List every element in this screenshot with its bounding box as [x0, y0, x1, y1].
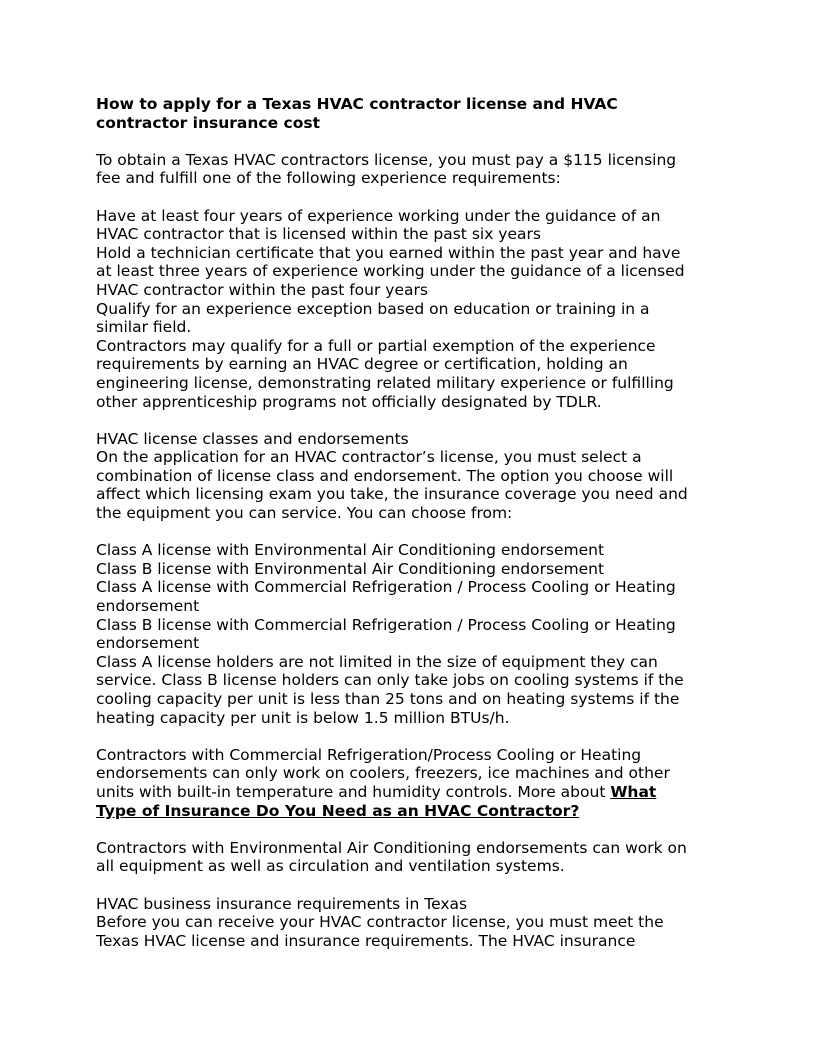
text-line: combination of license class and endorsement. The option you choose will	[96, 466, 674, 485]
text-line	[96, 783, 720, 802]
text-line: other apprenticeship programs not officially designated by TDLR.	[96, 392, 602, 411]
text-line: endorsement	[96, 597, 200, 616]
text-span: units with built-in temperature and humidity controls. More about	[96, 782, 611, 801]
paragraph-spacer	[96, 188, 720, 207]
text-line: the equipment you can service. You can choose from:	[96, 504, 513, 523]
text-line: Class A license with Commercial Refrigeration / Process Cooling or Heating	[96, 578, 676, 597]
text-line: affect which licensing exam you take, the insurance coverage you need and	[96, 485, 688, 504]
text-line	[96, 802, 720, 821]
text-line: fee and fulfill one of the following experience requirements:	[96, 169, 561, 188]
text-line: cooling capacity per unit is less than 25 tons and on heating systems if the	[96, 690, 680, 708]
document-page	[96, 95, 720, 950]
paragraph-spacer	[96, 820, 720, 839]
text-line: To obtain a Texas HVAC contractors license, you must pay a $115 licensing	[96, 150, 677, 169]
title-line: contractor insurance cost	[96, 113, 320, 132]
section-heading: HVAC license classes and endorsements	[96, 429, 409, 448]
text-line: all equipment as well as circulation and ventilation systems.	[96, 857, 565, 876]
paragraph-spacer	[96, 411, 720, 430]
text-line: Before you can receive your HVAC contractor license, you must meet the	[96, 913, 664, 932]
text-line: On the application for an HVAC contractor’s license, you must select a	[96, 448, 642, 467]
requirements-paragraph	[96, 207, 720, 412]
text-line: Contractors may qualify for a full or partial exemption of the experience	[96, 336, 656, 355]
text-line: Contractors with Environmental Air Conditioning endorsements can work on	[96, 838, 687, 857]
section-heading: HVAC business insurance requirements in Texas	[96, 894, 468, 913]
text-line: Class A license holders are not limited in the size of equipment they can	[96, 652, 658, 671]
text-line: heating capacity per unit is below 1.5 million BTUs/h.	[96, 708, 510, 727]
text-line: Qualify for an experience exception based on education or training in a	[96, 299, 650, 318]
text-line: service. Class B license holders can only take jobs on cooling systems if the	[96, 671, 684, 690]
text-line: at least three years of experience working under the guidance of a licensed	[96, 262, 685, 281]
text-line: endorsements can only work on coolers, freezers, ice machines and other	[96, 764, 670, 783]
intro-paragraph	[96, 151, 720, 188]
text-line: HVAC contractor within the past four years	[96, 280, 428, 299]
title-line: How to apply for a Texas HVAC contractor license and HVAC	[96, 95, 618, 113]
text-line: Class B license with Environmental Air Conditioning endorsement	[96, 559, 605, 578]
paragraph-spacer	[96, 876, 720, 895]
text-line: similar field.	[96, 318, 192, 337]
insurance-paragraph	[96, 895, 720, 951]
text-line: Class A license with Environmental Air Conditioning endorsement	[96, 541, 605, 560]
text-line: HVAC contractor that is licensed within the past six years	[96, 225, 541, 244]
text-line: engineering license, demonstrating related military experience or fulfilling	[96, 373, 674, 392]
options-paragraph	[96, 541, 720, 727]
text-line: requirements by earning an HVAC degree or certification, holding an	[96, 355, 628, 374]
text-line: Have at least four years of experience working under the guidance of an	[96, 206, 661, 225]
text-line: Class B license with Commercial Refrigeration / Process Cooling or Heating	[96, 615, 676, 634]
paragraph-spacer	[96, 132, 720, 151]
classes-paragraph	[96, 430, 720, 523]
commercial-paragraph	[96, 746, 720, 820]
insurance-type-link[interactable]: What	[610, 782, 657, 801]
paragraph-spacer	[96, 727, 720, 746]
text-line: Hold a technician certificate that you earned within the past year and have	[96, 243, 681, 262]
environmental-paragraph	[96, 839, 720, 876]
insurance-type-link[interactable]: Type of Insurance Do You Need as an HVAC Contractor?	[96, 801, 580, 820]
text-line: Contractors with Commercial Refrigeration/Process Cooling or Heating	[96, 745, 642, 764]
paragraph-spacer	[96, 523, 720, 542]
document-title	[96, 95, 720, 132]
text-line: endorsement	[96, 634, 200, 653]
text-line: Texas HVAC license and insurance requirements. The HVAC insurance	[96, 931, 636, 950]
